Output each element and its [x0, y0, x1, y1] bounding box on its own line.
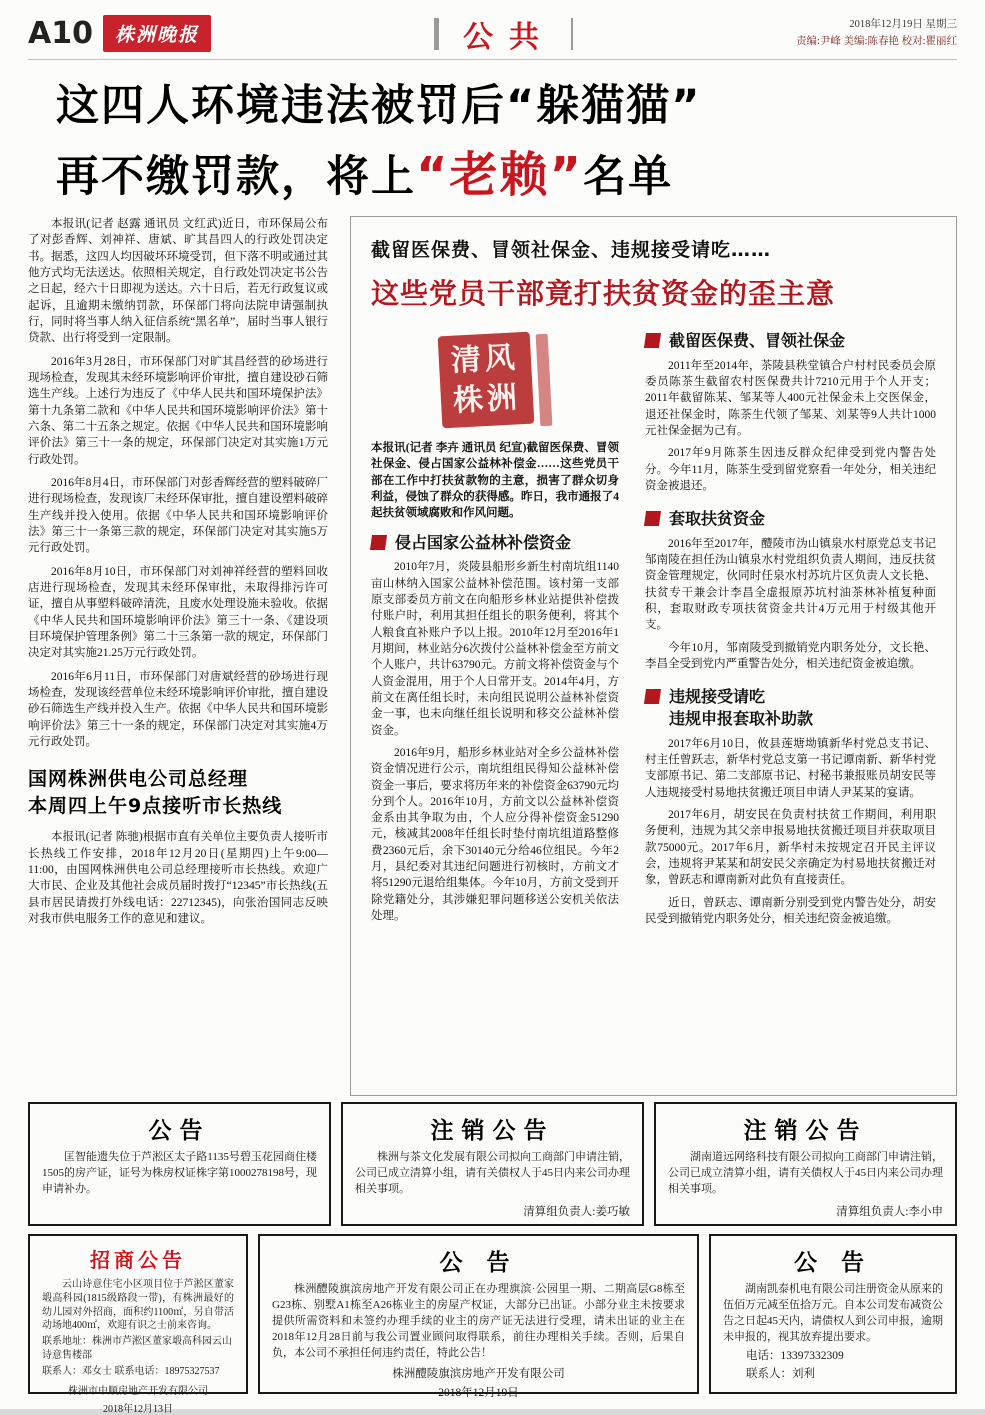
notice-contact: 联系人：刘利 — [746, 1367, 815, 1380]
notices-row-1 — [28, 1102, 957, 1226]
page-number: A10 — [28, 16, 93, 51]
article-paragraph: 本报讯(记者 赵露 通讯员 文红武)近日，市环保局公布了对彭香辉、刘神祥、唐斌、旷其昌四人的行政处罚决定书。据悉，这四人均因破坏环境受罚，但下落不明或通过其他方式均无法送达。依照相关规定，自行政处罚决定书公告之日起，经六十日即视为送达。六十日后，若无行政复议或起诉，且逾期未缴纳罚款，环保部门将向法院申请强制执行，同时将当事人纳入征信系统“黑名单”，届时当事人银行贷款、出行将受到一定限制。 — [28, 218, 328, 345]
notices-row-2 — [28, 1234, 957, 1415]
hotline-title-line2: 本周四上午9点接听市长热线 — [28, 794, 283, 817]
section-paragraph: 2017年6月10日，攸县莲塘坳镇新华村党总支书记、村主任曾跃志，新华村党总支第一书记谭南新、新华村党支部原书记、第二支部原书记、村秘书兼报账员胡安民等人违规接受村易地扶贫搬迁项目申请人尹某某的宴请。 — [645, 737, 936, 799]
notice-body: 云山诗意住宅小区项目位于芦淞区董家塅高科园(1815级路段一带)，有株洲最好的幼儿园对外招商，面积约1100㎡，另自带活动场地400㎡，欢迎有识之士前来咨询。 — [42, 1279, 234, 1332]
section-paragraph: 2017年9月陈茶生因违反群众纪律受到党内警告处分。今年11月，陈茶生受到留党察看一年处分，相关违纪资金被退还。 — [645, 447, 936, 492]
seal-characters: 清风株洲 — [438, 332, 535, 429]
notice-title: 公 告 — [793, 1250, 872, 1276]
notice-body: 匡智能遗失位于芦淞区太子路1135号碧玉花园商住楼1505的房产证，证号为株房权证株字第1000278198号，现申请补办。 — [42, 1151, 317, 1195]
notice-contact-phone: 联系人：邓女士 联系电话：18975327537 — [42, 1366, 220, 1378]
notice-date: 2018年12月13日 — [103, 1404, 173, 1415]
article-paragraph: 2016年6月11日，市环保部门对唐斌经营的砂场进行现场检查，发现该经营单位未经环境影响评价审批，擅自建设砂石筛选生产线并投入生产。依据《中华人民共和国环境影响评价法》第三十一条的规定，环保部门决定对其实施4万元行政处罚。 — [28, 670, 328, 748]
notice-signature: 清算组负责人:李小申 — [836, 1205, 943, 1218]
section-header — [434, 12, 573, 56]
section-title: 套取扶贫资金 — [669, 509, 766, 529]
red-square-marker-icon — [644, 511, 661, 526]
left-article-column — [28, 216, 328, 1096]
section-header-row — [645, 686, 936, 729]
hotline-notice — [28, 766, 328, 927]
notice-property-cert-loss — [28, 1102, 331, 1226]
section-poverty-funds — [645, 508, 936, 672]
issue-date: 2018年12月19日 星期三 — [849, 18, 957, 30]
notice-capital-reduction — [709, 1234, 957, 1394]
section-header-row — [371, 532, 619, 554]
section-header-row — [645, 508, 936, 530]
red-square-marker-icon — [370, 535, 387, 550]
notice-company: 株洲醴陵旗滨房地产开发有限公司 — [392, 1367, 565, 1380]
section-header-row — [645, 330, 936, 352]
masthead-left — [28, 15, 211, 52]
masthead-right — [796, 17, 957, 51]
divider-bar-right — [571, 18, 573, 50]
headline-laolai-red: “老赖” — [416, 146, 584, 203]
notice-body: 株洲醴陵旗滨房地产开发有限公司正在办理旗滨·公园里一期、二期高层G8栋至G23栋、别墅A1栋至A26栋业主的房屋产权证，大部分已出证。小部分业主未按要求提供所需资料和未签约办理手续的业主的房产证无法进行受理，请未出证的业主在2018年12月28日前与我公司置业顾问取得联系，前往办理相关手续。否则，后果自负，本公司不承担任何违约责任，特此公告！ — [272, 1283, 685, 1359]
boxed-article-columns — [371, 330, 936, 941]
section-title: 截留医保费、冒领社保金 — [669, 331, 846, 350]
section-name: 公共 — [462, 19, 555, 55]
main-headline — [56, 74, 836, 211]
boxed-article-title: 这些党员干部竟打扶贫资金的歪主意 — [371, 277, 836, 310]
section-title-line1: 违规接受请吃 — [669, 687, 766, 707]
notice-company: 株洲市中顺房地产开发有限公司 — [68, 1386, 208, 1398]
notice-title: 公告 — [148, 1118, 211, 1144]
divider-bar-left — [434, 18, 439, 50]
notice-signature: 清算组负责人:姜巧敏 — [523, 1205, 630, 1218]
notice-title: 注销公告 — [430, 1118, 555, 1144]
headline-line1: 这四人环境违法被罚后“躲猫猫” — [56, 81, 702, 131]
hotline-title-line1: 国网株洲供电公司总经理 — [28, 768, 249, 791]
seal-side-strip — [536, 334, 553, 427]
notice-body: 湖南凯泰机电有限公司注册资金从原来的伍佰万元减至伍拾万元。自本公司发布减资公告之日起45天内，请债权人到公司申报，逾期未申报的，视其放弃提出要求。 — [723, 1283, 943, 1343]
article-paragraph: 2016年3月28日，市环保部门对旷其昌经营的砂场进行现场检查，发现其未经环境影响评价审批，擅自建设砂石筛选生产线。上述行为违反了《中华人民共和国环境保护法》第十九条第二款和《中华人民共和国环境影响评价法》第十六条、第二十五条之规定。依据《中华人民共和国环境影响评价法》第三十一条的规定，环保部门决定对其实施1万元行政处罚。 — [28, 355, 328, 466]
section-title-line2: 违规申报套取补助款 — [669, 709, 814, 729]
notice-body: 株洲与茶文化发展有限公司拟向工商部门申请注销，公司已成立清算小组，请有关债权人于45日内来公司办理相关事项。 — [355, 1151, 630, 1195]
section-paragraph: 2016年9月，船形乡林业站对全乡公益林补偿资金情况进行公示，南坑组组民得知公益林补偿资金一事后，要求将历年来的补偿资金63790元均分到个人。2016年10月，方前文以公益林补偿资金系由其争取为由，个人应分得补偿资金51290元，核减其2008年任组长时垫付南坑组道路整修费2360元后，余下30140元分给46位组民。今年2月，县纪委对其违纪问题进行初核时，方前文才将51290元退给组集体。今年10月，方前文受到开除党籍处分，其涉嫌犯罪问题移送公安机关依法处理。 — [371, 746, 619, 923]
notice-title: 公 告 — [439, 1250, 518, 1276]
section-paragraph: 2016年至2017年，醴陵市沩山镇泉水村原党总支书记邹南陵在担任沩山镇泉水村党组织负责人期间，违反扶贫资金管理规定，伙同时任泉水村苏坑片区负责人文长艳、扶贫专干兼会计李昌全虚报原苏坑村油茶林补植复种面积，套取财政专项扶贫资金共计4万元用于村级其他开支。 — [645, 537, 936, 632]
notice-contact-address: 联系地址：株洲市芦淞区董家塅高科园云山诗意售楼部 — [42, 1336, 232, 1362]
notice-deregistration-tea — [341, 1102, 644, 1226]
boxed-article-intro: 本报讯(记者 李卉 通讯员 纪宣)截留医保费、冒领社保金、侵占国家公益林补偿金……这些党员干部在工作中打扶贫款物的主意，损害了群众切身利益，侵蚀了群众的获得感。昨日，我市通报了4起扶贫领域腐败和作风问题。 — [371, 442, 619, 520]
notice-date: 2018年12月19日 — [438, 1386, 519, 1399]
notice-body: 湖南道远网络科技有限公司拟向工商部门申请注销，公司已成立清算小组，请有关债权人于45日内来公司办理相关事项。 — [668, 1151, 943, 1195]
newspaper-logo: 株洲晚报 — [103, 15, 211, 52]
section-title — [669, 686, 813, 729]
qingfeng-zhuzhou-seal-image — [435, 334, 555, 426]
boxed-article-col-right — [645, 330, 936, 941]
section-paragraph: 2010年7月，炎陵县船形乡新生村南坑组1140亩山林纳入国家公益林补偿范围。该村第一支部原支部委员方前文在向船形乡林业站提供补偿拨付账户时，利用其担任组长的职务便利，将其个人粮食直补账户予以上报。2010年12月至2016年1月期间，林业站分6次拨付公益林补偿金至方前文个人账户，共计63790元。方前文将补偿资金与个人资金混用，用于个人日常开支。2014年4月，方前文在离任组长时，未向组民说明公益林补偿资金一事，也未向继任组长说明和移交公益林补偿资金。 — [371, 561, 619, 737]
section-forest-compensation — [371, 532, 619, 925]
notice-title: 注销公告 — [743, 1118, 868, 1144]
boxed-article — [350, 216, 957, 1096]
section-paragraph: 今年10月，邹南陵受到撤销党内职务处分，文长艳、李昌全受到党内严重警告处分，相关违纪资金被追缴。 — [645, 641, 936, 671]
boxed-article-col-left — [371, 330, 619, 941]
hotline-title — [28, 766, 328, 819]
headline-line2-post: 名单 — [583, 151, 674, 202]
article-paragraph: 2016年8月4日，市环保部门对彭香辉经营的塑料破碎厂进行现场检查，发现该厂未经环保审批，擅自建设塑料破碎生产线并投入使用。依据《中华人民共和国环境影响评价法》第三十一条第三款的规定，环保部门决定对其实施5万元行政处罚。 — [28, 476, 328, 555]
notice-deregistration-network — [654, 1102, 957, 1226]
notice-title: 招商公告 — [90, 1248, 186, 1272]
article-paragraph: 2016年8月10日，市环保部门对刘神祥经营的塑料回收店进行现场检查，发现其未经环保审批，未取得排污许可证，擅自从事塑料破碎清洗，且废水处理设施未验收。依据《中华人民共和国环境影响评价法》第三十一条、《建设项目环境保护管理条例》第二十三条第一款的规定，环保部门决定对其实施21.25万元行政处罚。 — [28, 565, 328, 660]
content-area — [28, 216, 957, 1096]
section-banquets-subsidy — [645, 686, 936, 927]
red-square-marker-icon — [644, 333, 661, 348]
notice-phone: 电话：13397332309 — [746, 1349, 844, 1362]
section-title: 侵占国家公益林补偿资金 — [395, 532, 572, 552]
section-paragraph: 2017年6月，胡安民在负责村扶贫工作期间，利用职务便利，违规为其父亲申报易地扶贫搬迁项目并获取项目款75000元。2017年6月，新华村未按规定召开民主评议会，违规将尹某某和胡安民父亲确定为村易地扶贫搬迁对象，曾跃志和谭南新对此负有直接责任。 — [645, 808, 936, 887]
section-paragraph: 2011年至2014年，茶陵县秩堂镇合户村村民委员会原委员陈茶生截留农村医保费共计7210元用于个人开支；2011年截留陈某、邹某等人400元社保金未上交医保金，退还社保金时，陈茶生代领了邹某、刘某等9人共计1000元社保金据为己有。 — [645, 359, 936, 437]
section-paragraph: 近日，曾跃志、谭南新分别受到党内警告处分，胡安民受到撤销党内职务处分，相关违纪资金被追缴。 — [645, 896, 936, 925]
editor-credits: 责编:尹峰 美编:陈春艳 校对:瞿丽红 — [795, 35, 957, 47]
section-medical-insurance — [645, 330, 936, 494]
notice-property-cert-qibin — [258, 1234, 699, 1399]
red-square-marker-icon — [644, 689, 661, 704]
headline-line2 — [56, 139, 836, 211]
masthead — [28, 8, 957, 60]
notice-leasing-kindergarten — [28, 1234, 248, 1415]
boxed-article-kicker: 截留医保费、冒领社保金、违规接受请吃…… — [371, 239, 772, 261]
headline-line2-pre: 再不缴罚款，将上 — [56, 151, 416, 202]
hotline-body: 本报讯(记者 陈驰)根据市直有关单位主要负责人接听市长热线工作安排，2018年12月20日(星期四)上午9:00—11:00，由国网株洲供电公司总经理接听市长热线。欢迎广大市民、企业及其他社会成员届时拨打“12345”市长热线(五县市居民请拨打外线电话：22712345)，向张治国同志反映对我市供电服务工作的意见和建议。 — [28, 831, 328, 925]
